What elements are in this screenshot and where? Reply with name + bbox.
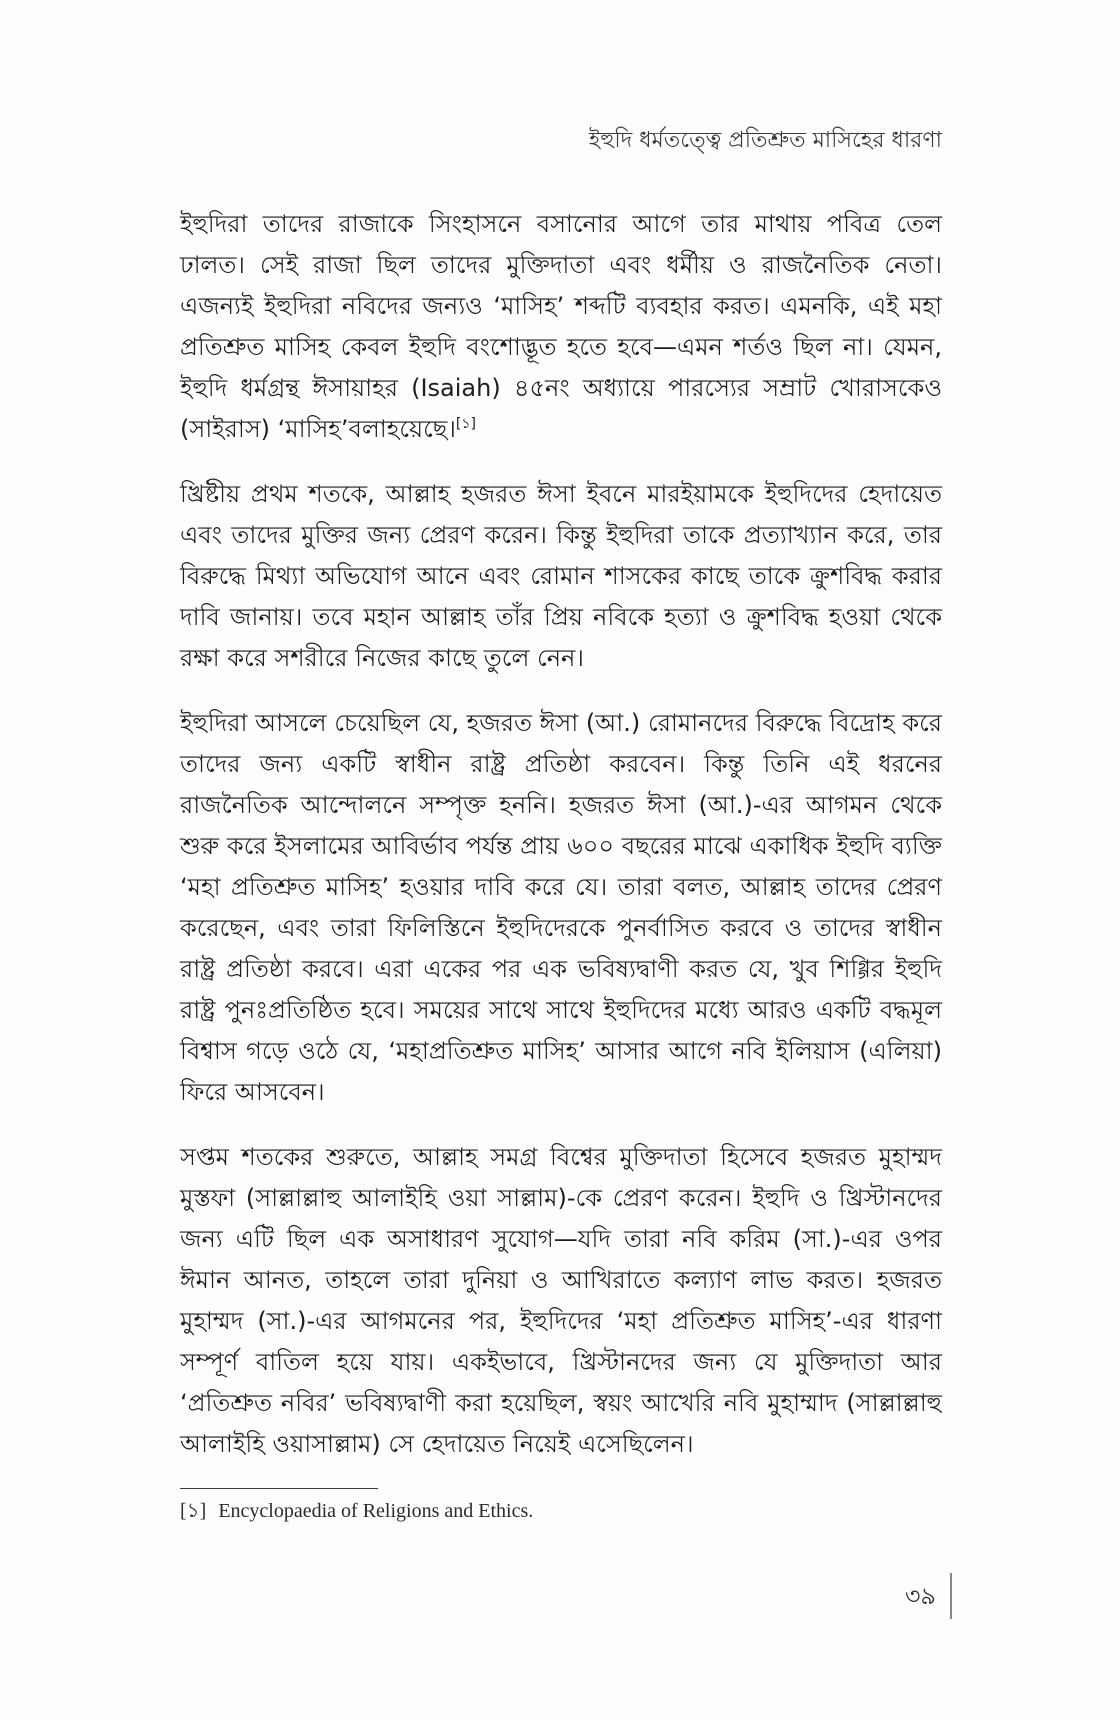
footnote bbox=[180, 1496, 533, 1526]
paragraph-3: ইহুদিরা আসলে চেয়েছিল যে, হজরত ঈসা (আ.) রোমানদের বিরুদ্ধে বিদ্রোহ করে তাদের জন্য একটি স্বাধীন রাষ্ট্র প্রতিষ্ঠা করবেন। কিন্তু তিনি এই ধরনের রাজনৈতিক আন্দোলনে সম্পৃক্ত হননি। হজরত ঈসা (আ.)-এর আগমন থেকে শুরু করে ইসলামের আবির্ভাব পর্যন্ত প্রায় ৬০০ বছরের মাঝে একাধিক ইহুদি ব্যক্তি ‘মহা প্রতিশ্রুত মাসিহ’ হওয়ার দাবি করে যে। তারা বলত, আল্লাহ তাদের প্রেরণ করেছেন, এবং তারা ফিলিস্তিনে ইহুদিদেরকে পুনর্বাসিত করবে ও তাদের স্বাধীন রাষ্ট্র প্রতিষ্ঠা করবে। এরা একের পর এক ভবিষ্যদ্বাণী করত যে, খুব শিগ্গির ইহুদি রাষ্ট্র পুনঃপ্রতিষ্ঠিত হবে। সময়ের সাথে সাথে ইহুদিদের মধ্যে আরও একটি বদ্ধমূল বিশ্বাস গড়ে ওঠে যে, ‘মহাপ্রতিশ্রুত মাসিহ’ আসার আগে নবি ইলিয়াস (এলিয়া) ফিরে আসবেন। bbox=[180, 709, 942, 1106]
page-footer bbox=[905, 1572, 952, 1620]
paragraph-1-text: ইহুদিরা তাদের রাজাকে সিংহাসনে বসানোর আগে তার মাথায় পবিত্র তেল ঢালত। সেই রাজা ছিল তাদের মুক্তিদাতা এবং ধর্মীয় ও রাজনৈতিক নেতা। এজন্যই ইহুদিরা নবিদের জন্যও ‘মাসিহ’ শব্দটি ব্যবহার করত। এমনকি, এই মহা প্রতিশ্রুত মাসিহ কেবল ইহুদি বংশোদ্ভূত হতে হবে—এমন শর্তও ছিল না। যেমন, ইহুদি ধর্মগ্রন্থ ঈসায়াহর (Isaiah) ৪৫নং অধ্যায়ে পারস্যের সম্রাট খোরাসকেও (সাইরাস) ‘মাসিহ’বলাহয়েছে। bbox=[180, 210, 942, 443]
running-header-title: ইহুদি ধর্মতত্ত্বে প্রতিশ্রুত মাসিহের ধারণা bbox=[588, 128, 942, 153]
footnote-marker: [১] bbox=[180, 1500, 207, 1522]
footnote-text: Encyclopaedia of Religions and Ethics. bbox=[218, 1500, 534, 1522]
page-number-divider bbox=[950, 1573, 952, 1619]
page-number: ৩৯ bbox=[904, 1582, 936, 1610]
paragraph-2: খ্রিষ্টীয় প্রথম শতকে, আল্লাহ হজরত ঈসা ইবনে মারইয়ামকে ইহুদিদের হেদায়েত এবং তাদের মুক্তির জন্য প্রেরণ করেন। কিন্তু ইহুদিরা তাকে প্রত্যাখ্যান করে, তার বিরুদ্ধে মিথ্যা অভিযোগ আনে এবং রোমান শাসকের কাছে তাকে ক্রুশবিদ্ধ করার দাবি জানায়। তবে মহান আল্লাহ তাঁর প্রিয় নবিকে হত্যা ও ক্রুশবিদ্ধ হওয়া থেকে রক্ষা করে সশরীরে নিজের কাছে তুলে নেন। bbox=[180, 480, 942, 672]
body-text bbox=[180, 204, 942, 1489]
paragraph-4: সপ্তম শতকের শুরুতে, আল্লাহ সমগ্র বিশ্বের মুক্তিদাতা হিসেবে হজরত মুহাম্মদ মুস্তফা (সাল্লাল্লাহু আলাইহি ওয়া সাল্লাম)-কে প্রেরণ করেন। ইহুদি ও খ্রিস্টানদের জন্য এটি ছিল এক অসাধারণ সুযোগ—যদি তারা নবি করিম (সা.)-এর ওপর ঈমান আনত, তাহলে তারা দুনিয়া ও আখিরাতে কল্যাণ লাভ করত। হজরত মুহাম্মদ (সা.)-এর আগমনের পর, ইহুদিদের ‘মহা প্রতিশ্রুত মাসিহ’-এর ধারণা সম্পূর্ণ বাতিল হয়ে যায়। একইভাবে, খ্রিস্টানদের জন্য যে মুক্তিদাতা আর ‘প্রতিশ্রুত নবির’ ভবিষ্যদ্বাণী করা হয়েছিল, স্বয়ং আখেরি নবি মুহাম্মাদ (সাল্লাল্লাহু আলাইহি ওয়াসাল্লাম) সে হেদায়েত নিয়েই এসেছিলেন। bbox=[180, 1143, 942, 1458]
footnote-divider bbox=[180, 1488, 378, 1489]
footnote-reference: [১] bbox=[455, 416, 476, 432]
paragraph-1 bbox=[180, 204, 942, 450]
